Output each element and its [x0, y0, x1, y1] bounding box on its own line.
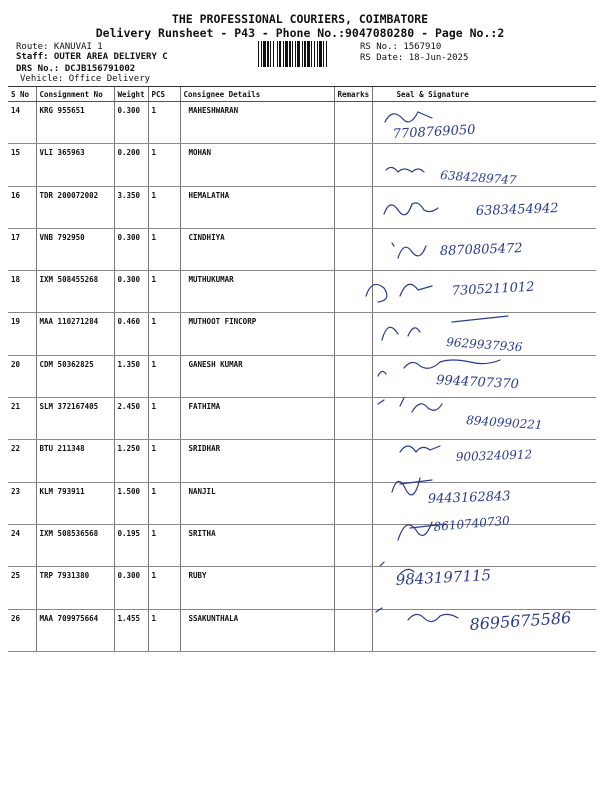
barcode-bar: [267, 41, 269, 67]
weight-value: 0.300: [114, 102, 148, 144]
consignment-number: TRP 7931380: [36, 567, 114, 609]
barcode-bar: [302, 41, 303, 67]
consignee-name: SSAKUNTHALA: [180, 609, 334, 651]
handwritten-phone: 8610740730: [433, 513, 511, 534]
barcode-bar: [289, 41, 291, 67]
staff-label: Staff: OUTER AREA DELIVERY C: [16, 52, 168, 62]
drs-label: DRS No.: DCJB156791002: [16, 64, 136, 74]
consignment-number: VNB 792950: [36, 228, 114, 270]
table-row: [8, 271, 596, 313]
handwritten-phone: 9003240912: [455, 447, 533, 464]
remarks-cell: [334, 186, 372, 228]
consignment-number: BTU 211348: [36, 440, 114, 482]
signature-cell: [372, 313, 596, 355]
column-header: Weight: [114, 87, 148, 102]
consignment-number: KRG 955651: [36, 102, 114, 144]
consignee-name: SRITHA: [180, 524, 334, 566]
signature-cell: [372, 355, 596, 397]
pieces-value: 1: [148, 186, 180, 228]
remarks-cell: [334, 524, 372, 566]
weight-value: 0.300: [114, 271, 148, 313]
remarks-cell: [334, 482, 372, 524]
consignee-name: SRIDHAR: [180, 440, 334, 482]
remarks-cell: [334, 102, 372, 144]
consignee-name: HEMALATHA: [180, 186, 334, 228]
barcode-bar: [270, 41, 271, 67]
barcode-bar: [326, 41, 327, 67]
weight-value: 1.250: [114, 440, 148, 482]
serial-number: 25: [8, 567, 36, 609]
table-row: [8, 609, 596, 651]
barcode-bar: [319, 41, 322, 67]
consignment-number: MAA 709975664: [36, 609, 114, 651]
consignee-name: MAHESHWARAN: [180, 102, 334, 144]
table-row: [8, 355, 596, 397]
serial-number: 19: [8, 313, 36, 355]
table-header-row: [8, 87, 596, 102]
consignee-name: MUTHUKUMAR: [180, 271, 334, 313]
barcode-bar: [311, 41, 312, 67]
serial-number: 21: [8, 398, 36, 440]
consignee-name: GANESH KUMAR: [180, 355, 334, 397]
serial-number: 15: [8, 144, 36, 186]
pieces-value: 1: [148, 524, 180, 566]
handwritten-phone: 7708769050: [392, 122, 476, 142]
consignment-number: TDR 200072002: [36, 186, 114, 228]
remarks-cell: [334, 313, 372, 355]
handwritten-phone: 9629937936: [445, 335, 523, 355]
barcode-bar: [273, 41, 274, 67]
pieces-value: 1: [148, 482, 180, 524]
barcode-bar: [292, 41, 293, 67]
signature-cell: [372, 482, 596, 524]
weight-value: 0.300: [114, 228, 148, 270]
rs-number: RS No.: 1567910: [360, 42, 442, 52]
remarks-cell: [334, 398, 372, 440]
pieces-value: 1: [148, 271, 180, 313]
consignee-name: MOHAN: [180, 144, 334, 186]
consignment-number: SLM 372167405: [36, 398, 114, 440]
weight-value: 2.450: [114, 398, 148, 440]
handwritten-phone: 6383454942: [475, 201, 559, 219]
barcode-bar: [261, 41, 262, 67]
handwritten-phone: 9843197115: [395, 566, 492, 589]
weight-value: 1.500: [114, 482, 148, 524]
table-row: [8, 440, 596, 482]
consignee-name: RUBY: [180, 567, 334, 609]
barcode-bar: [285, 41, 288, 67]
barcode-bar: [314, 41, 315, 67]
handwritten-phone: 9944707370: [435, 373, 520, 393]
pieces-value: 1: [148, 609, 180, 651]
barcode-bar: [323, 41, 324, 67]
consignee-name: MUTHOOT FINCORP: [180, 313, 334, 355]
barcode-bar: [304, 41, 306, 67]
weight-value: 1.455: [114, 609, 148, 651]
handwritten-phone: 7305211012: [451, 279, 535, 299]
barcode-bar: [283, 41, 284, 67]
signature-cell: [372, 271, 596, 313]
table-row: [8, 102, 596, 144]
remarks-cell: [334, 440, 372, 482]
serial-number: 17: [8, 228, 36, 270]
document-subtitle: Delivery Runsheet - P43 - Phone No.:9047080280 - Page No.:2: [95, 26, 505, 40]
remarks-cell: [334, 609, 372, 651]
pieces-value: 1: [148, 355, 180, 397]
weight-value: 3.350: [114, 186, 148, 228]
serial-number: 24: [8, 524, 36, 566]
remarks-cell: [334, 355, 372, 397]
table-row: [8, 567, 596, 609]
remarks-cell: [334, 144, 372, 186]
runsheet-table: [8, 86, 596, 652]
consignment-number: MAA 110271284: [36, 313, 114, 355]
consignee-name: FATHIMA: [180, 398, 334, 440]
consignment-number: VLI 365963: [36, 144, 114, 186]
consignment-number: KLM 793911: [36, 482, 114, 524]
pieces-value: 1: [148, 144, 180, 186]
pieces-value: 1: [148, 398, 180, 440]
pieces-value: 1: [148, 567, 180, 609]
route-label: Route: KANUVAI 1: [16, 42, 103, 52]
signature-cell: [372, 398, 596, 440]
column-header: Consignee Details: [180, 87, 334, 102]
rs-date: RS Date: 18-Jun-2025: [360, 53, 469, 63]
consignment-number: IXM 508536568: [36, 524, 114, 566]
consignment-number: CDM 50362825: [36, 355, 114, 397]
signature-cell: [372, 186, 596, 228]
table-row: [8, 228, 596, 270]
signature-cell: [372, 567, 596, 609]
weight-value: 0.195: [114, 524, 148, 566]
consignment-number: IXM 508455268: [36, 271, 114, 313]
pieces-value: 1: [148, 102, 180, 144]
barcode-bar: [317, 41, 318, 67]
handwritten-phone: 9443162843: [427, 489, 511, 507]
column-header: PCS: [148, 87, 180, 102]
pieces-value: 1: [148, 313, 180, 355]
table-row: [8, 186, 596, 228]
barcode-bar: [277, 41, 278, 67]
table-row: [8, 482, 596, 524]
barcode-icon: [258, 41, 352, 67]
table-row: [8, 313, 596, 355]
signature-cell: [372, 609, 596, 651]
barcode-bar: [307, 41, 310, 67]
handwritten-phone: 6384289747: [439, 168, 517, 188]
barcode-bar: [263, 41, 266, 67]
column-header: Seal & Signature: [372, 87, 596, 102]
weight-value: 0.200: [114, 144, 148, 186]
pieces-value: 1: [148, 228, 180, 270]
serial-number: 22: [8, 440, 36, 482]
barcode-bar: [258, 41, 259, 67]
handwritten-phone: 8695675586: [468, 607, 572, 634]
column-header: Consignment No: [36, 87, 114, 102]
signature-cell: [372, 524, 596, 566]
vehicle-label: Vehicle: Office Delivery: [20, 74, 151, 84]
table-row: [8, 144, 596, 186]
signature-cell: [372, 144, 596, 186]
serial-number: 18: [8, 271, 36, 313]
serial-number: 20: [8, 355, 36, 397]
remarks-cell: [334, 567, 372, 609]
consignee-name: CINDHIYA: [180, 228, 334, 270]
weight-value: 0.460: [114, 313, 148, 355]
signature-cell: [372, 440, 596, 482]
table-row: [8, 524, 596, 566]
consignee-name: NANJIL: [180, 482, 334, 524]
serial-number: 23: [8, 482, 36, 524]
serial-number: 16: [8, 186, 36, 228]
table-row: [8, 398, 596, 440]
column-header: Remarks: [334, 87, 372, 102]
handwritten-phone: 8870805472: [439, 241, 523, 259]
document-title: THE PROFESSIONAL COURIERS, COIMBATORE: [171, 12, 429, 26]
barcode-bar: [295, 41, 296, 67]
weight-value: 1.350: [114, 355, 148, 397]
pieces-value: 1: [148, 440, 180, 482]
remarks-cell: [334, 228, 372, 270]
barcode-bar: [297, 41, 300, 67]
serial-number: 14: [8, 102, 36, 144]
handwritten-phone: 8940990221: [465, 413, 543, 433]
signature-cell: [372, 102, 596, 144]
barcode-bar: [279, 41, 281, 67]
remarks-cell: [334, 271, 372, 313]
weight-value: 0.300: [114, 567, 148, 609]
signature-cell: [372, 228, 596, 270]
serial-number: 26: [8, 609, 36, 651]
column-header: S No: [8, 87, 36, 102]
